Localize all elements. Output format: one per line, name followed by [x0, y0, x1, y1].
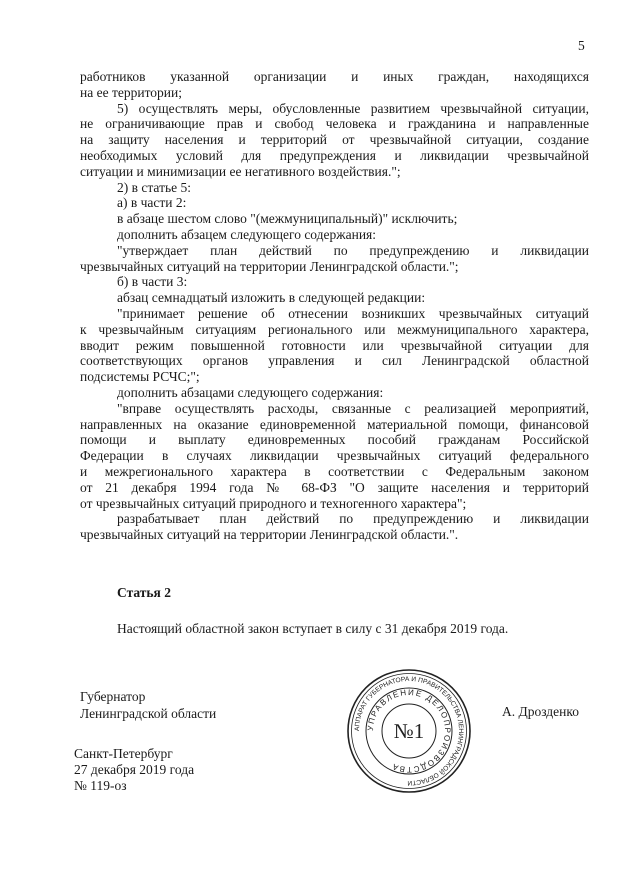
body-line: в абзаце шестом слово "(межмуниципальный)" исключить;: [117, 211, 458, 227]
body-line: а) в части 2:: [117, 195, 187, 211]
body-line: ситуации и минимизации ее негативного воздействия.";: [80, 163, 401, 179]
stamp-center-number: №1: [393, 719, 425, 743]
body-line: от 21 декабря 1994 года № 68-ФЗ "О защите населения и территорий: [80, 479, 589, 495]
body-line: вводит режим повышенной готовности или чрезвычайной ситуации для: [80, 337, 589, 353]
page-number: 5: [578, 38, 585, 53]
stamp-inner-text: УПРАВЛЕНИЕ ДЕЛОПРОИЗВОДСТВА: [365, 687, 453, 775]
body-line: на ее территории;: [80, 84, 182, 100]
body-line: чрезвычайных ситуаций на территории Ленинградской области.".: [80, 527, 459, 543]
body-line: 5) осуществлять меры, обусловленные развитием чрезвычайной ситуации,: [117, 100, 589, 116]
signer-title: [80, 688, 216, 722]
body-line: "вправе осуществлять расходы, связанные с реализацией мероприятий,: [117, 400, 589, 416]
signer-title-line-1: Губернатор: [80, 689, 146, 704]
body-line: абзац семнадцатый изложить в следующей редакции:: [117, 290, 426, 306]
body-line: не ограничивающие прав и свобод человека и гражданина и направленные: [80, 116, 589, 132]
body-line: работников указанной организации и иных граждан, находящихся: [80, 69, 589, 84]
body-line: 2) в статье 5:: [117, 179, 191, 195]
body-line: разрабатывает план действий по предупреждению и ликвидации: [117, 511, 589, 527]
body-line: от чрезвычайных ситуаций природного и техногенного характера";: [80, 495, 467, 511]
signing-city: Санкт-Петербург: [74, 746, 173, 761]
signer-title-line-2: Ленинградской области: [80, 706, 217, 721]
signing-details: [74, 746, 194, 794]
body-line: на защиту населения и территорий от чрезвычайной ситуации, создание: [80, 132, 589, 148]
body-line: направленных на оказание единовременной материальной помощи, финансовой: [80, 416, 589, 432]
signing-date: 27 декабря 2019 года: [74, 762, 195, 777]
body-line: чрезвычайных ситуаций на территории Ленинградской области.";: [80, 258, 459, 274]
law-number: № 119-оз: [74, 778, 127, 793]
document-body: [80, 69, 589, 543]
body-line: "утверждает план действий по предупреждению и ликвидации: [117, 242, 589, 258]
stamp-outer-text: АППАРАТ ГУБЕРНАТОРА И ПРАВИТЕЛЬСТВА ЛЕНИНГРАДСКОЙ ОБЛАСТИ: [353, 675, 465, 787]
body-line: помощи и выплату единовременных пособий гражданам Российской: [80, 432, 589, 448]
body-line: дополнить абзацами следующего содержания:: [117, 384, 384, 400]
article-text: Настоящий областной закон вступает в силу с 31 декабря 2019 года.: [117, 621, 509, 636]
article-title: Статья 2: [117, 585, 171, 600]
body-line: соответствующих органов управления и сил Ленинградской областной: [80, 353, 589, 369]
body-line: дополнить абзацем следующего содержания:: [117, 226, 377, 242]
body-line: Федерации в случаях ликвидации чрезвычайных ситуаций федерального: [80, 448, 589, 464]
body-line: и межрегионального характера в соответствии с Федеральным законом: [80, 463, 589, 479]
body-line: б) в части 3:: [117, 274, 188, 290]
office-seal-stamp: [346, 668, 472, 794]
body-line: к чрезвычайным ситуациям регионального или межмуниципального характера,: [80, 321, 589, 337]
body-line: "принимает решение об отнесении возникших чрезвычайных ситуаций: [117, 305, 589, 321]
body-line: необходимых условий для предупреждения и ликвидации чрезвычайной: [80, 147, 589, 163]
signer-name: А. Дрозденко: [502, 704, 580, 719]
body-line: подсистемы РСЧС;";: [80, 369, 200, 385]
